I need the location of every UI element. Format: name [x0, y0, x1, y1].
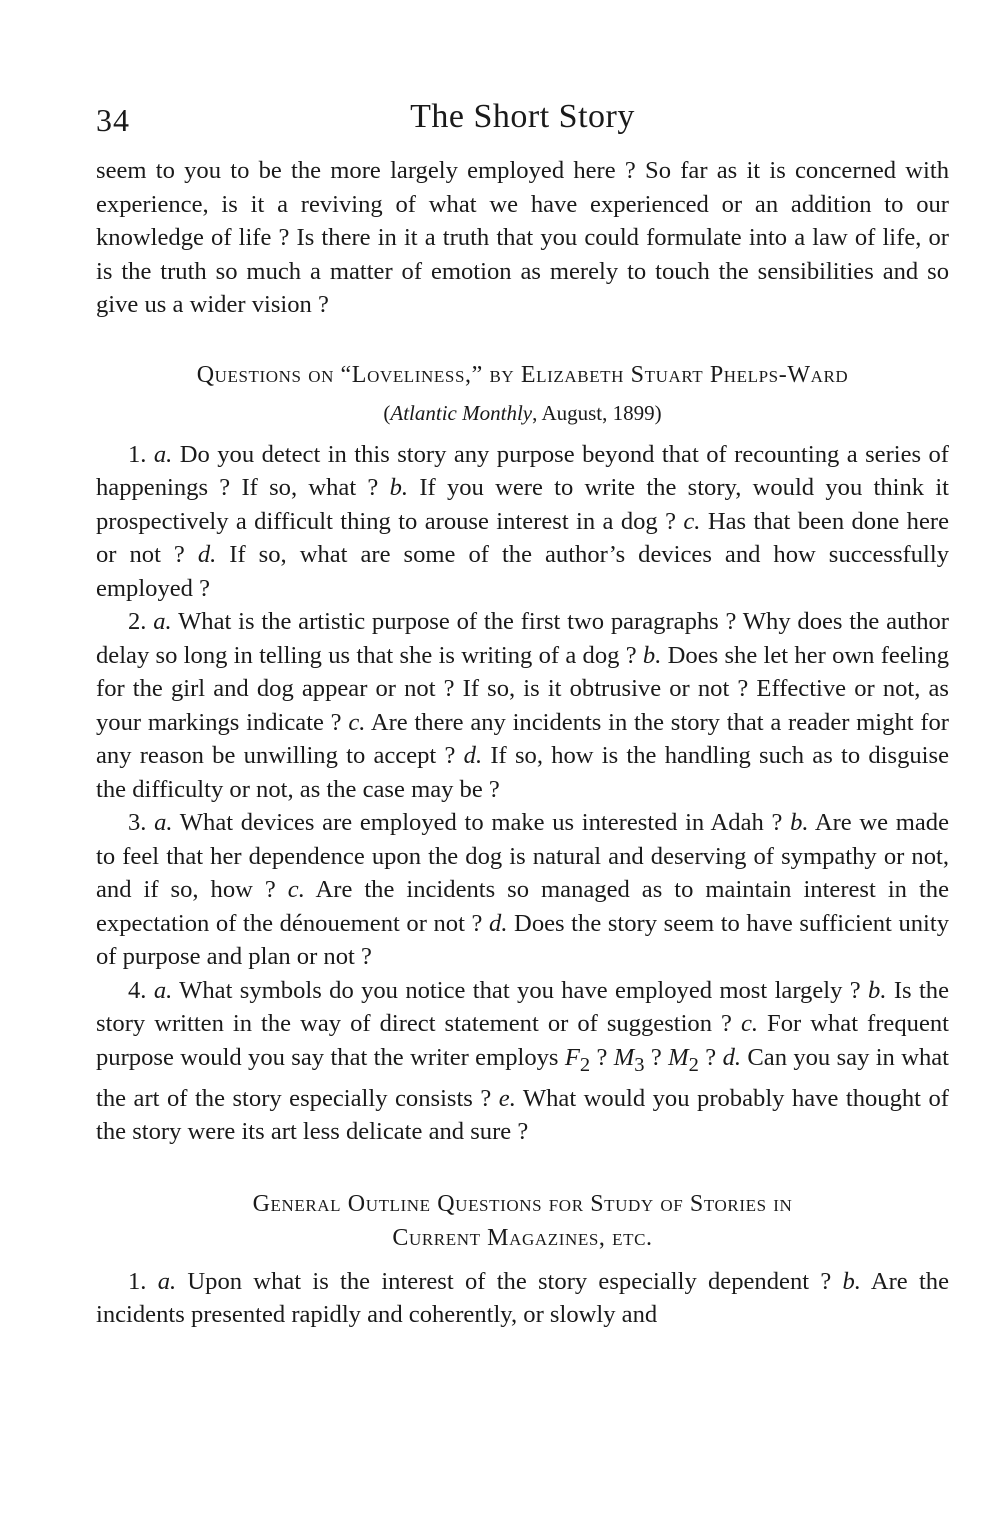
running-title: The Short Story	[410, 98, 635, 135]
question-3: 3. a. What devices are employed to make us interested in Adah ? b. Are we made to feel that her dependence upon the dog is natural and deserving of sympathy or not, and if so, how ? c. Are the incidents so managed as to maintain interest in the expectation of the dénouement or not ? d. Does the story seem to have sufficient unity of purpose and plan or not ?	[96, 809, 950, 970]
question-1: 1. a. Do you detect in this story any purpose beyond that of recounting a series of happenings ? If so, what ? b. If you were to write the story, would you think it prospectively a difficult thing to arouse interest in a dog ? c. Has that been done here or not ? d. If so, what are some of the author’s devices and how successfully employed ?	[96, 440, 950, 602]
running-head	[96, 96, 949, 154]
source-citation: (Atlantic Monthly, August, 1899)	[383, 400, 662, 425]
question-2: 2. a. What is the artistic purpose of the first two paragraphs ? Why does the author delay so long in telling us that she is writing of a dog ? b. Does she let her own feeling for the girl and dog appear or not ? If so, is it obtrusive or not ? Effective or not, as your markings indicate ? c. Are there any incidents in the story that a reader might for any reason be unwilling to accept ? d. If so, how is the handling such as to disguise the difficulty or not, as the case may be ?	[96, 608, 949, 803]
opening-paragraph: seem to you to be the more largely employed here ? So far as it is concerned with experience, is it a reviving of what we have experienced or an addition to our knowledge of life ? Is there in it a truth that you could formulate into a law of life, or is the truth so much a matter of emotion as merely to touch the sensibilities and so give us a wider vision ?	[96, 157, 949, 318]
magazine-title: Atlantic Monthly	[390, 400, 533, 425]
section-heading-general-outline: General Outline Questions for Study of Stories in Current Magazines, etc.	[252, 1190, 793, 1251]
section-heading-loveliness: Questions on “Loveliness,” by Elizabeth Stuart Phelps-Ward	[196, 361, 849, 388]
book-page	[96, 96, 949, 1332]
page-number: 34	[96, 102, 130, 138]
question-4: 4. a. What symbols do you notice that you have employed most largely ? b. Is the story written in the way of direct statement or of suggestion ? c. For what frequent purpose would you say that the writer employs $F_2$ ? $M_3$ ? $M_2$ ? d. Can you say in what the art of the story especially consists ? e. What would you probably have thought of the story were its art less delicate and sure ?	[96, 976, 950, 1146]
general-question-1: 1. a. Upon what is the interest of the story especially dependent ? b. Are the incidents presented rapidly and coherently, or slowly and	[96, 1267, 950, 1329]
